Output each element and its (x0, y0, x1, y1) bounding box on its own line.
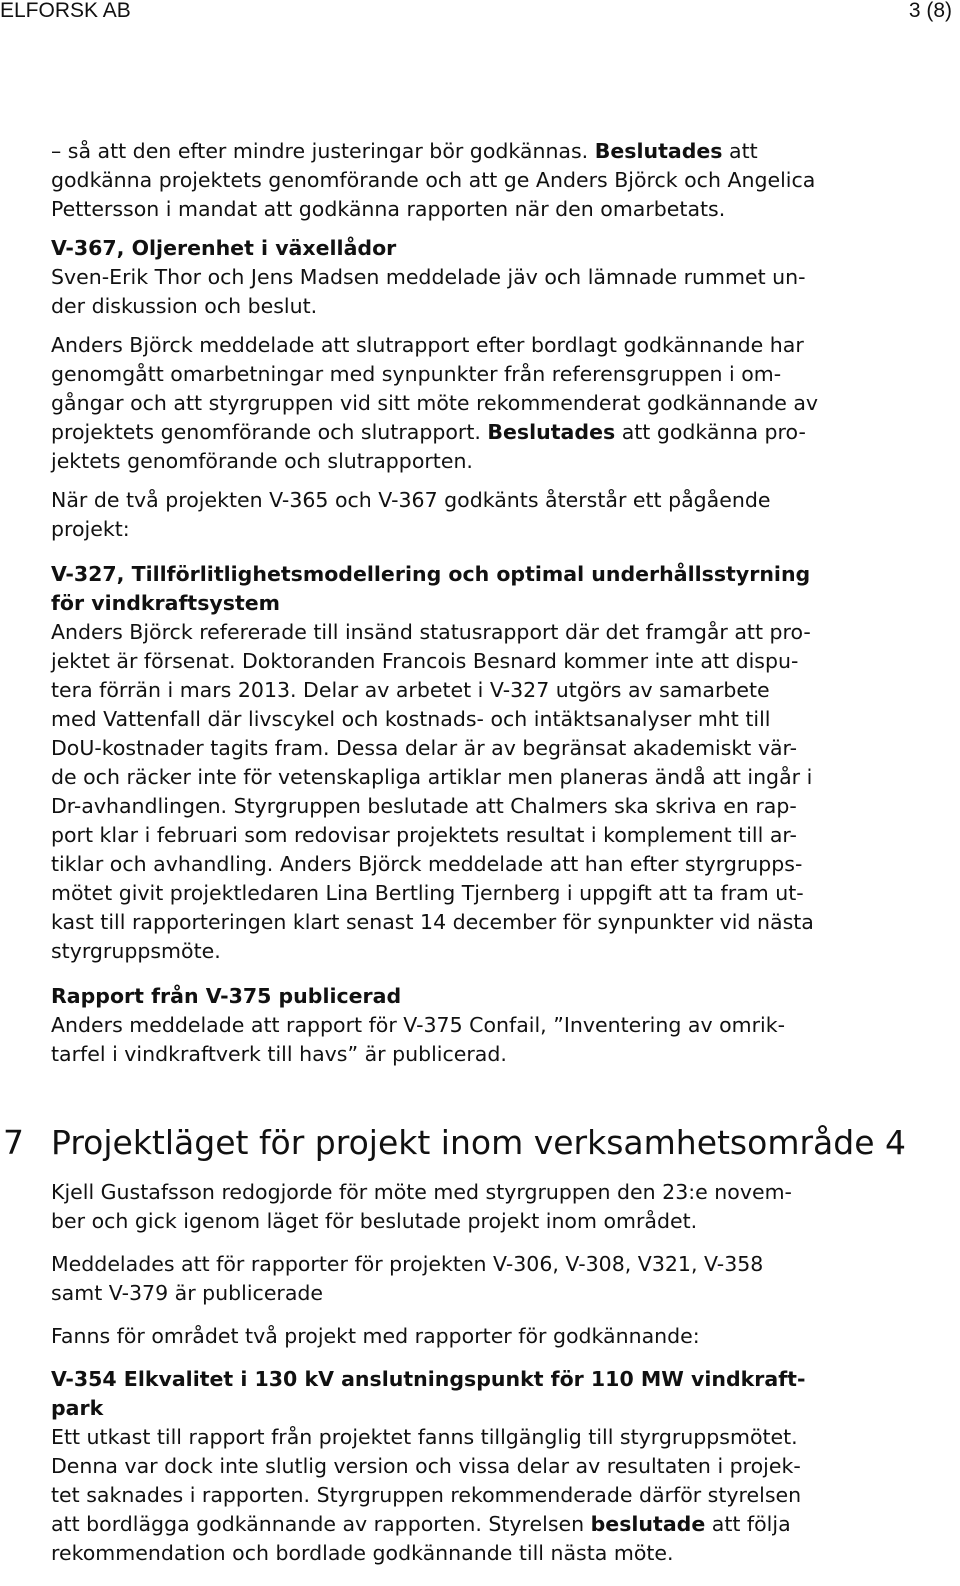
page-header (0, 0, 960, 22)
item-text: Anders meddelade att rapport för V-375 Confail, ”Inventering av omrik- tarfel i vindkraftverk till havs” är publicerad. (51, 1013, 786, 1066)
paragraph-published-reports: Meddelades att för rapporter för projekten V-306, V-308, V321, V-358 samt V-379 är publicerade (51, 1252, 764, 1305)
item-heading: V-327, Tillförlitlighetsmodellering och optimal underhållsstyrning för vindkraftsystem (51, 562, 811, 615)
paragraph-remaining-project: När de två projekten V-365 och V-367 godkänts återstår ett pågående projekt: (51, 488, 771, 541)
item-heading: Rapport från V-375 publicerad (51, 984, 402, 1008)
item-v327 (51, 560, 951, 966)
item-v367 (51, 234, 951, 321)
item-v354: V-354 Elkvalitet i 130 kV anslutningspunkt för 110 MW vindkraft- park Ett utkast till rapport från projektet fanns tillgänglig till styrgruppsmötet. Denna var dock inte slutlig version och vissa delar av resultaten i projek- tet saknades i rapporten. Styrgruppen rekommenderade därför styrelsen att bordlägga godkännande av rapporten. Styrelsen beslutade att följa rekommendation och bordlade godkännande till nästa möte. (51, 1367, 806, 1565)
page-number: 3 (8) (908, 0, 952, 22)
paragraph-meeting-report: Kjell Gustafsson redogjorde för möte med styrgruppen den 23:e novem- ber och gick igenom läget för beslutade projekt inom området. (51, 1180, 792, 1233)
section-number: 7 (3, 1123, 24, 1162)
item-heading: V-354 Elkvalitet i 130 kV anslutningspunkt för 110 MW vindkraft- park (51, 1367, 806, 1420)
section-body (51, 1178, 951, 1568)
document-body (51, 137, 951, 1069)
item-v375 (51, 982, 951, 1069)
section-title: Projektläget för projekt inom verksamhetsområde 4 (51, 1123, 906, 1162)
paragraph-projects-for-approval: Fanns för området två projekt med rapporter för godkännande: (51, 1324, 700, 1348)
item-heading: V-367, Oljerenhet i växellådor (51, 236, 397, 260)
item-text: Anders Björck refererade till insänd statusrapport där det framgår att pro- jektet är försenat. Doktoranden Francois Besnard kommer inte att dispu- tera förrän i mars 2013. Delar av arbetet i V-327 utgörs av samarbete med Vattenfall där livscykel och kostnads- och intäktsanalyser mht till DoU-kostnader tagits fram. Dessa delar är av begränsat akademiskt vär- de och räcker inte för vetenskapliga artiklar men planeras ändå att ingår i Dr-avhandlingen. Styrgruppen beslutade att Chalmers ska skriva en rap- port klar i februari som redovisar projektets resultat i komplement till ar- tiklar och avhandling. Anders Björck meddelade att han efter styrgrupps- mötet givit projektledaren Lina Bertling Tjernberg i uppgift att ta fram ut- kast till rapporteringen klart senast 14 december för synpunkter vid nästa styrgruppsmöte. (51, 620, 814, 963)
paragraph-decision-continuation: – så att den efter mindre justeringar bör godkännas. Beslutades att godkänna projektets genomförande och att ge Anders Björck och Angelica Pettersson i mandat att godkänna rapporten när den omarbetats. (51, 139, 816, 221)
organization-name: ELFORSK AB (0, 0, 131, 22)
section-heading (0, 1118, 960, 1168)
paragraph-v367-decision: Anders Björck meddelade att slutrapport efter bordlagt godkännande har genomgått omarbetningar med synpunkter från referensgruppen i om- gångar och att styrgruppen vid sitt möte rekommenderat godkännande av projektets genomförande och slutrapport. Beslutades att godkänna pro- jektets genomförande och slutrapporten. (51, 333, 819, 473)
item-text: Sven-Erik Thor och Jens Madsen meddelade jäv och lämnade rummet un- der diskussion och beslut. (51, 265, 806, 318)
